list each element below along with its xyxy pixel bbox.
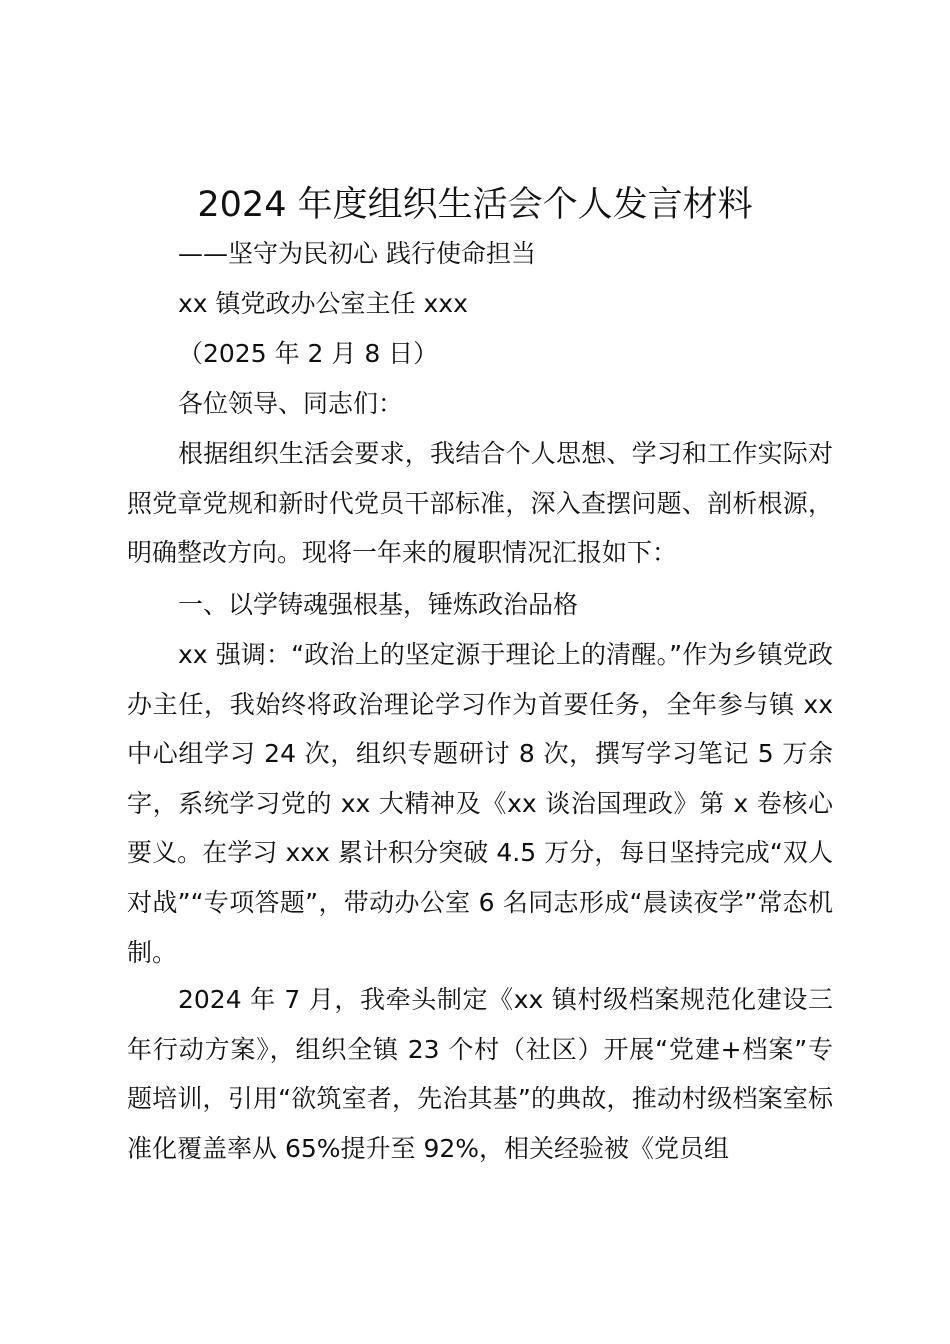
section-heading: 一、以学铸魂强根基，锤炼政治品格 [178,590,579,619]
author-line: xx 镇党政办公室主任 xxx [178,289,468,318]
section-paragraph: xx 强调：“政治上的坚定源于理论上的清醒。”作为乡镇党政办主任，我始终将政治理论学习作为首要任务，全年参与镇 xx 中心组学习 24 次，组织专题研讨 8 次，撰写学习笔记 5 万余字，系统学习党的 xx 大精神及《xx 谈治国理政》第 x 卷核心要义。在学习 xxx 累计积分突破 4.5 万分，每日坚持完成“双人对战”“专项答题”，带动办公室 6 名同志形成“晨读夜学”常态机制。 [127,640,833,967]
document-subtitle: ——坚守为民初心 践行使命担当 [178,239,536,268]
salutation: 各位领导、同志们： [178,389,404,418]
date-line: （2025 年 2 月 8 日） [178,339,439,368]
section-paragraph: 2024 年 7 月，我牵头制定《xx 镇村级档案规范化建设三年行动方案》，组织全镇 23 个村（社区）开展“党建+档案”专题培训，引用“欲筑室者，先治其基”的典故，推动村级档案室标准化覆盖率从 65%提升至 92%，相关经验被《党员组 [127,985,833,1163]
document-title: 2024 年度组织生活会个人发言材料 [197,185,753,225]
intro-paragraph: 根据组织生活会要求，我结合个人思想、学习和工作实际对照党章党规和新时代党员干部标准，深入查摆问题、剖析根源，明确整改方向。现将一年来的履职情况汇报如下： [127,439,833,568]
